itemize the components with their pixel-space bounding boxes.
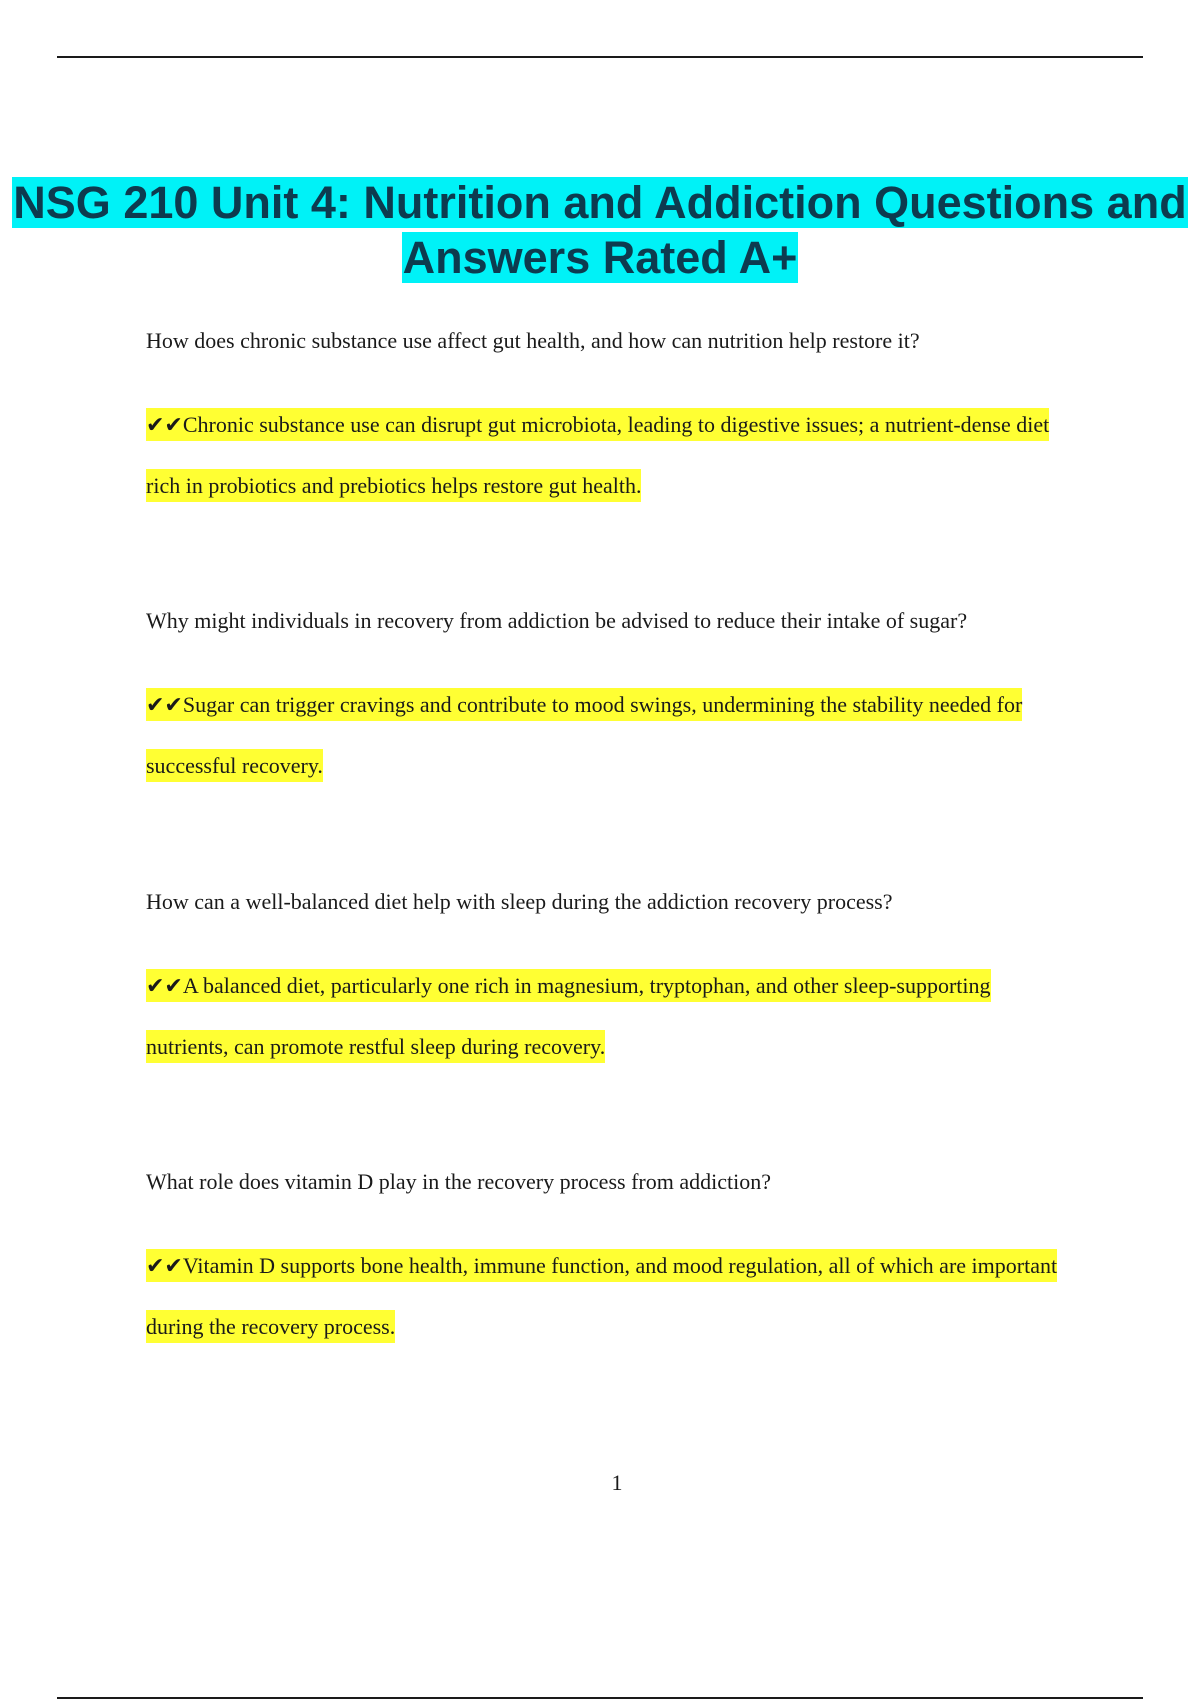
qa-item bbox=[146, 326, 1076, 516]
question-text: How can a well-balanced diet help with sleep during the addiction recovery process? bbox=[146, 889, 893, 914]
document-title-text: NSG 210 Unit 4: Nutrition and Addiction Questions and Answers Rated A+ bbox=[13, 177, 1187, 284]
qa-item bbox=[146, 887, 1076, 1077]
answer-text: ✔✔Sugar can trigger cravings and contribute to mood swings, undermining the stability needed for successful recovery. bbox=[146, 688, 1022, 782]
document-title bbox=[0, 175, 1200, 285]
answer-block bbox=[146, 394, 1076, 516]
answer-text: ✔✔Vitamin D supports bone health, immune function, and mood regulation, all of which are important during the recovery process. bbox=[146, 1249, 1057, 1343]
qa-item bbox=[146, 1167, 1076, 1357]
question-text: How does chronic substance use affect gut health, and how can nutrition help restore it? bbox=[146, 328, 920, 353]
page-number: 1 bbox=[611, 1470, 623, 1495]
qa-item bbox=[146, 606, 1076, 796]
top-rule bbox=[57, 56, 1143, 58]
bottom-rule bbox=[57, 1697, 1143, 1699]
answer-text: ✔✔A balanced diet, particularly one rich in magnesium, tryptophan, and other sleep-supporting nutrients, can promote restful sleep during recovery. bbox=[146, 969, 991, 1063]
question-text: Why might individuals in recovery from addiction be advised to reduce their intake of sugar? bbox=[146, 608, 968, 633]
answer-text: ✔✔Chronic substance use can disrupt gut microbiota, leading to digestive issues; a nutrient-dense diet rich in probiotics and prebiotics helps restore gut health. bbox=[146, 408, 1049, 502]
answer-block bbox=[146, 674, 1076, 796]
question-text: What role does vitamin D play in the recovery process from addiction? bbox=[146, 1169, 771, 1194]
answer-block bbox=[146, 1235, 1076, 1357]
answer-block bbox=[146, 955, 1076, 1077]
